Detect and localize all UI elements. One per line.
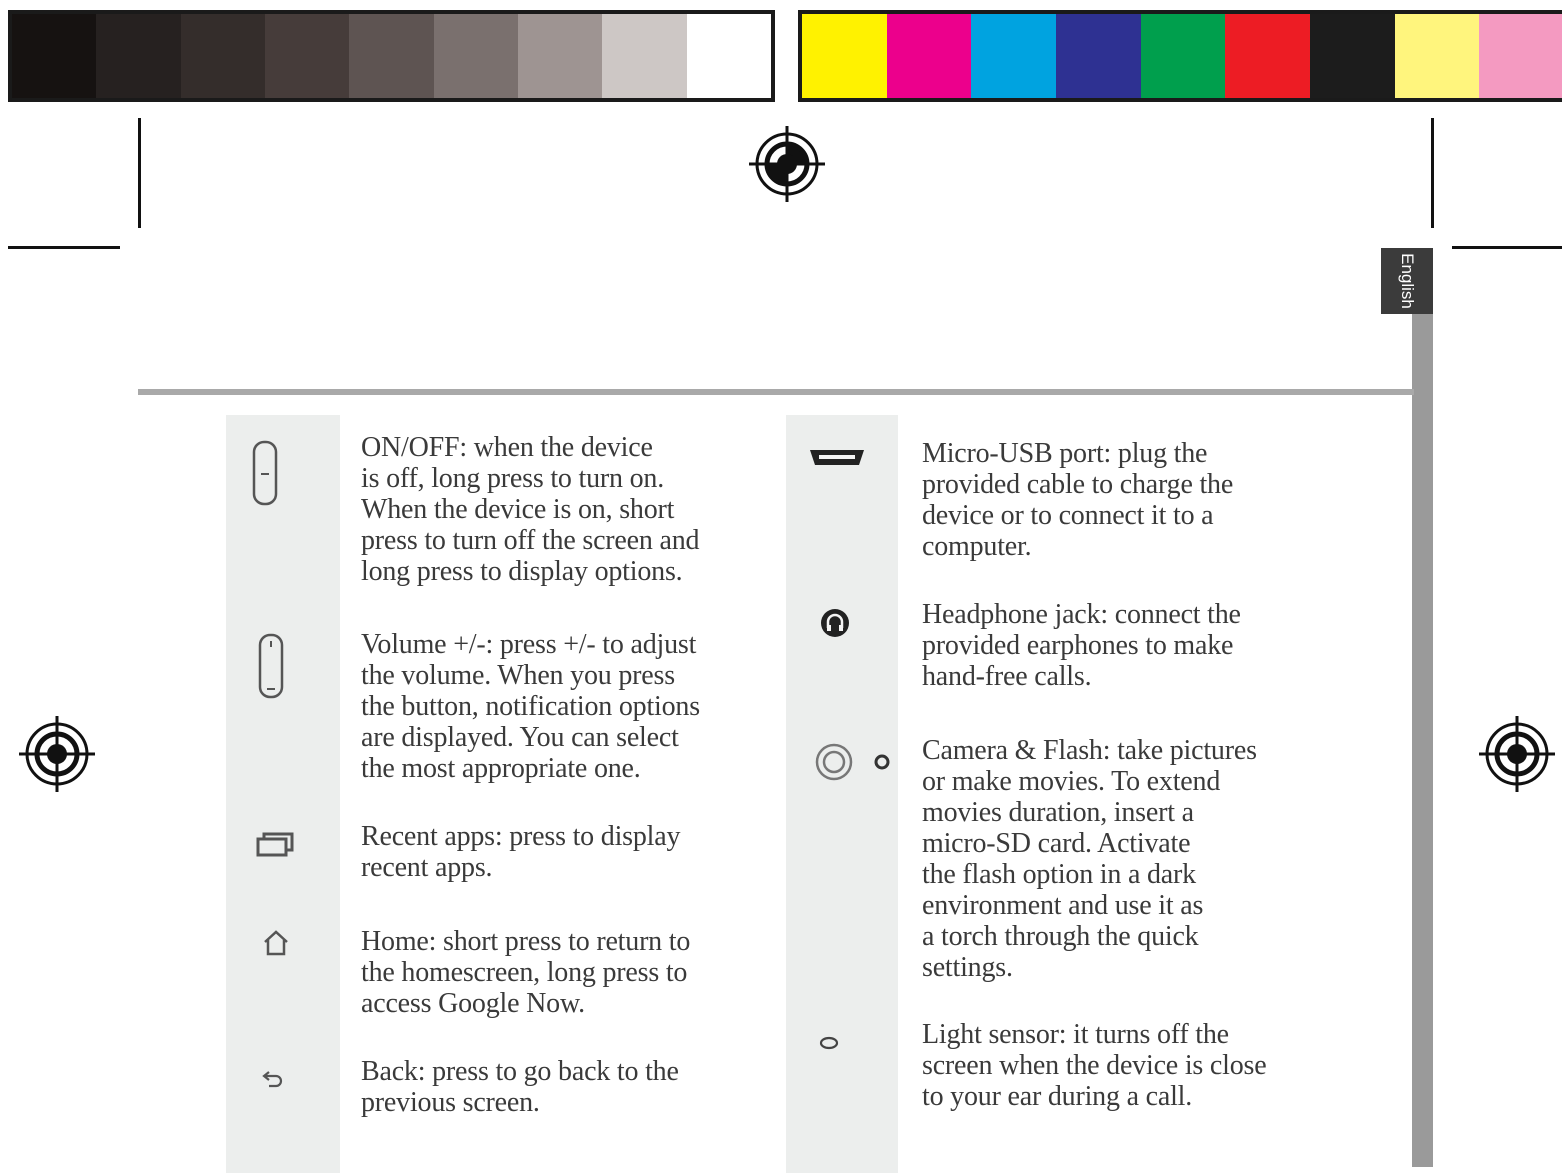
micro-usb-port-icon: [807, 445, 867, 469]
header-rule: [138, 389, 1414, 395]
process-color-bar: [798, 10, 1562, 102]
color-swatch: [887, 14, 972, 98]
language-tab: [1381, 248, 1433, 314]
color-swatch: [1310, 14, 1395, 98]
grayscale-swatch: [181, 14, 265, 98]
micro-usb-description: Micro-USB port: plug the provided cable to charge the device or to connect it to a computer.: [922, 438, 1234, 562]
color-swatch: [1395, 14, 1480, 98]
home-description: Home: short press to return to the homescreen, long press to access Google Now.: [361, 926, 691, 1019]
color-swatch: [1225, 14, 1310, 98]
power-button-icon: [251, 440, 279, 506]
grayscale-swatch: [518, 14, 602, 98]
language-tab-label: English: [1398, 253, 1417, 309]
grayscale-swatch: [602, 14, 686, 98]
headphone-jack-description: Headphone jack: connect the provided earphones to make hand-free calls.: [922, 599, 1241, 692]
grayscale-swatch: [12, 14, 96, 98]
registration-mark-right-icon: [1479, 716, 1555, 792]
grayscale-swatch: [687, 14, 771, 98]
color-swatch: [971, 14, 1056, 98]
headphone-jack-icon: [819, 607, 851, 639]
on-off-description: ON/OFF: when the device is off, long press to turn on. When the device is on, short press to turn off the screen and long press to display options.: [361, 432, 700, 587]
recent-apps-icon: [255, 830, 295, 858]
crop-mark-top-right-horizontal: [1452, 246, 1562, 249]
light-sensor-icon: [818, 1035, 840, 1051]
light-sensor-description: Light sensor: it turns off the screen when the device is close to your ear during a call.: [922, 1019, 1267, 1112]
registration-mark-left-icon: [19, 716, 95, 792]
grayscale-color-bar: [8, 10, 775, 102]
crop-mark-top-right-vertical: [1431, 118, 1434, 228]
color-swatch: [1479, 14, 1562, 98]
registration-mark-top-icon: [749, 126, 825, 202]
side-thumb-bar: [1412, 314, 1433, 1167]
right-icon-column: [786, 415, 898, 1173]
grayscale-swatch: [349, 14, 433, 98]
back-description: Back: press to go back to the previous screen.: [361, 1056, 679, 1118]
camera-flash-description: Camera & Flash: take pictures or make movies. To extend movies duration, insert a micro-SD card. Activate the flash option in a dark environment and use it as a torch through the quick settings.: [922, 735, 1257, 983]
grayscale-swatch: [434, 14, 518, 98]
grayscale-swatch: [265, 14, 349, 98]
home-icon: [261, 928, 291, 958]
crop-mark-top-left-vertical: [138, 118, 141, 228]
color-swatch: [1056, 14, 1141, 98]
back-icon: [261, 1067, 287, 1089]
crop-mark-top-left-horizontal: [8, 246, 120, 249]
color-swatch: [1141, 14, 1226, 98]
camera-flash-icon: [812, 740, 896, 784]
grayscale-swatch: [96, 14, 180, 98]
volume-rocker-icon: [257, 633, 285, 699]
color-swatch: [802, 14, 887, 98]
recent-apps-description: Recent apps: press to display recent apps.: [361, 821, 681, 883]
left-icon-column: [226, 415, 340, 1173]
volume-description: Volume +/-: press +/- to adjust the volume. When you press the button, notification options are displayed. You can select the most appropriate one.: [361, 629, 700, 784]
